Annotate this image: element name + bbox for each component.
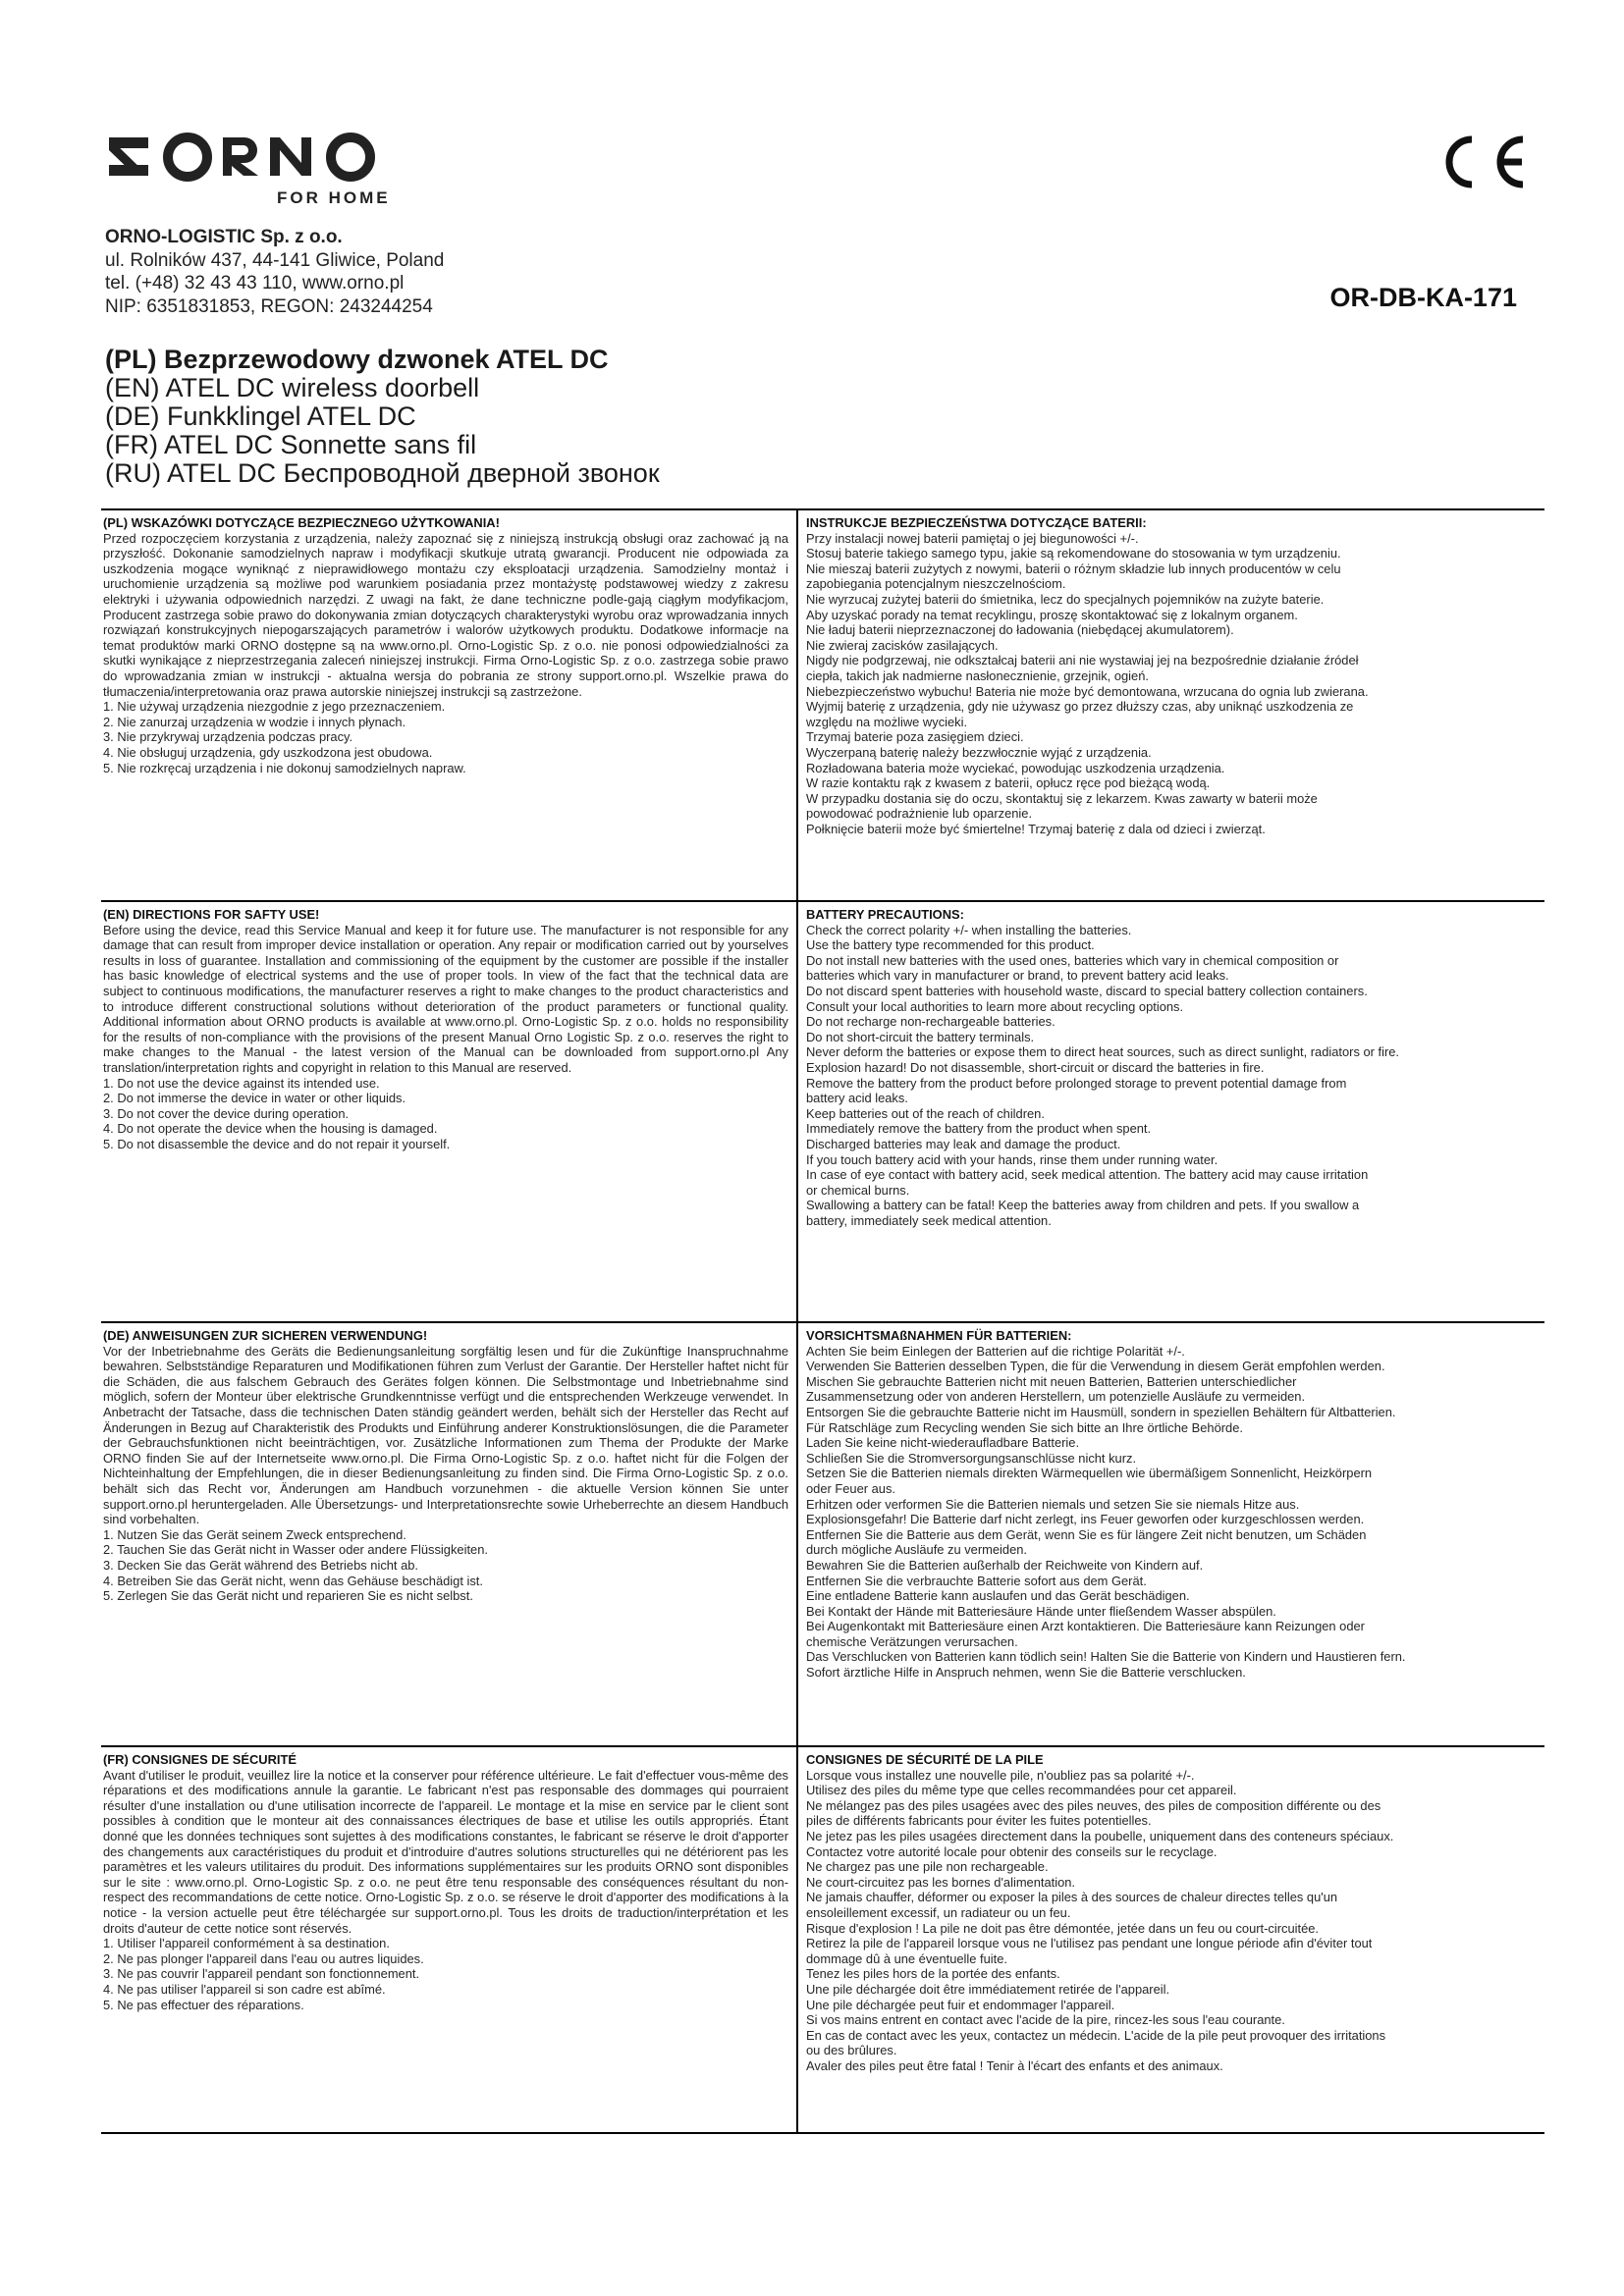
battery-precaution-line: Utilisez des piles du même type que celles recommandées pour cet appareil. [806,1783,1237,1798]
battery-precaution-line: Erhitzen oder verformen Sie die Batterien niemals und setzen Sie sie niemals Hitze aus. [806,1496,1300,1512]
battery-precaution-line: Swallowing a battery can be fatal! Keep the batteries away from children and pets. If you swallow a [806,1198,1360,1213]
model-number: OR-DB-KA-171 [1329,283,1517,312]
section-pl [101,508,1544,900]
battery-precautions-pl [798,510,1544,900]
battery-precaution-line: In case of eye contact with battery acid, seek medical attention. The battery acid may cause irritation [806,1167,1369,1183]
section-divider [101,2132,1544,2134]
battery-precaution-line: Stosuj baterie takiego samego typu, jakie są rekomendowane do stosowania w tym urządzeniu. [806,546,1341,561]
battery-heading: CONSIGNES DE SÉCURITÉ DE LA PILE [806,1752,1044,1767]
title-fr: (FR) ATEL DC Sonnette sans fil [105,430,477,459]
safety-body-text: Vor der Inbetriebnahme des Geräts die Bedienungsanleitung sorgfältig lesen und für die Zukünftige Inanspruchnahme bewahren. Selbstständige Reparaturen und Modifikationen führen zum Verlust der Garantie. Der Hersteller haftet nicht für die Schäden, die aus falschem Gebrauch des Gerätes folgen können. Die Selbstmontage und Inbetriebnahme sind möglich, sofern der Monteur über elektrische Grundkenntnisse verfügt und die entsprechenden Werkzeuge verwendet. In Anbetracht der Tatsache, dass die technischen Daten ständig geändert werden, behält sich der Hersteller das Recht auf Änderungen in Bezug auf Charakteristik des Produkts und Einführung anderer Konstruktionslösungen, die die Parameter der Gebrauchsfunktionen nicht beeinträchtigen, vor. Zusätzliche Informationen zum Thema der Produkte der Marke ORNO finden Sie auf der Internetseite www.orno.pl. Die Firma Orno-Logistic Sp. z o.o. haftet nicht für die Folgen der Nichteinhaltung der Empfehlungen, die in dieser Bedienungsanleitung zu finden sind. Die Firma Orno-Logistic Sp. z o.o. behält sich das Recht vor, Änderungen am Handbuch vorzunehmen - die aktuelle Version können Sie unter support.orno.pl heruntergeladen. Alle Übersetzungs- und Interpretationsrechte sowie Urheberrechte an diesem Handbuch sind vorbehalten. [103,1343,788,1527]
battery-precaution-line: Risque d'explosion ! La pile ne doit pas être démontée, jetée dans un feu ou court-circuitée. [806,1920,1319,1936]
battery-precaution-line: Trzymaj baterie poza zasięgiem dzieci. [806,729,1024,745]
battery-precaution-line: Do not recharge non-rechargeable batteries. [806,1014,1056,1030]
battery-precaution-line: Verwenden Sie Batterien desselben Typen, die für die Verwendung in diesem Gerät empfohlen werden. [806,1359,1385,1374]
battery-precaution-line: Une pile déchargée doit être immédiatement retirée de l'appareil. [806,1981,1170,1997]
battery-precaution-line: If you touch battery acid with your hands, rinse them under running water. [806,1151,1218,1167]
safety-rule-item: 2. Ne pas plonger l'appareil dans l'eau ou autres liquides. [103,1950,424,1966]
safety-rule-item: 1. Utiliser l'appareil conformément à sa destination. [103,1936,390,1951]
battery-precaution-line: Keep batteries out of the reach of children. [806,1105,1045,1121]
battery-precaution-line: Avaler des piles peut être fatal ! Tenir à l'écart des enfants et des animaux. [806,2057,1223,2073]
battery-precaution-line: ou des brûlures. [806,2043,897,2058]
battery-precautions-text [806,1344,1541,1681]
battery-precaution-line: Laden Sie keine nicht-wiederaufladbare Batterie. [806,1435,1080,1451]
battery-precaution-line: piles de différents fabricants pour éviter les fuites potentielles. [806,1813,1152,1829]
battery-precaution-line: Use the battery type recommended for this product. [806,937,1095,953]
safety-heading: (DE) ANWEISUNGEN ZUR SICHEREN VERWENDUNG! [103,1328,428,1343]
battery-precaution-line: Lorsque vous installez une nouvelle pile, n'oubliez pas sa polarité +/-. [806,1767,1195,1783]
battery-precaution-line: Połknięcie baterii może być śmiertelne! Trzymaj baterię z dala od dzieci i zwierząt. [806,821,1266,836]
battery-precaution-line: Bei Kontakt der Hände mit Batteriesäure Hände unter fließendem Wasser abspülen. [806,1603,1276,1619]
battery-precaution-line: ensoleillement excessif, un radiateur ou un feu. [806,1904,1071,1920]
title-de: (DE) Funkklingel ATEL DC [105,401,416,431]
document-header [105,128,1529,339]
section-fr [101,1745,1544,2132]
battery-precaution-line: Rozładowana bateria może wyciekać, powodując uszkodzenia urządzenia. [806,760,1225,775]
battery-precaution-line: ciepła, takich jak nadmierne nasłonecznienie, grzejnik, ogień. [806,667,1149,683]
battery-precaution-line: Retirez la pile de l'appareil lorsque vous ne l'utilisez pas pendant une longue période afin d'éviter tout [806,1936,1373,1951]
battery-precaution-line: Wyczerpaną baterię należy bezzwłocznie wyjąć z urządzenia. [806,744,1152,760]
safety-rule-item: 1. Nie używaj urządzenia niezgodnie z jego przeznaczeniem. [103,699,446,715]
battery-precaution-line: Zusammensetzung oder von anderen Herstellern, um potenzielle Ausläufe zu vermeiden. [806,1389,1306,1405]
battery-precaution-line: Ne mélangez pas des piles usagées avec des piles neuves, des piles de composition différente ou des [806,1797,1381,1813]
safety-rules-list [103,699,788,775]
safety-rule-item: 5. Ne pas effectuer des réparations. [103,1997,304,2012]
battery-precaution-line: powodować podrażnienie lub oparzenie. [806,806,1033,822]
battery-precaution-line: Do not short-circuit the battery terminals. [806,1029,1035,1044]
battery-precaution-line: Discharged batteries may leak and damage the product. [806,1136,1121,1151]
battery-precaution-line: Ne jetez pas les piles usagées directement dans la poubelle, uniquement dans des conteneurs spéciaux. [806,1828,1394,1843]
battery-precaution-line: Bei Augenkontakt mit Batteriesäure einen Arzt kontaktieren. Die Batteriesäure kann Reizungen oder [806,1619,1365,1634]
battery-precaution-line: Check the correct polarity +/- when installing the batteries. [806,922,1132,937]
battery-precaution-line: Ne chargez pas une pile non rechargeable. [806,1859,1049,1875]
safety-rule-item: 2. Do not immerse the device in water or other liquids. [103,1091,406,1106]
battery-precautions-de [798,1323,1544,1745]
safety-rule-item: 4. Nie obsługuj urządzenia, gdy uszkodzona jest obudowa. [103,744,433,760]
battery-precaution-line: Remove the battery from the product before prolonged storage to prevent potential damage from [806,1075,1347,1091]
brand-subtitle: FOR HOME [277,188,391,207]
company-address: ul. Rolników 437, 44-141 Gliwice, Poland [105,249,445,271]
battery-precaution-line: Tenez les piles hors de la portée des enfants. [806,1966,1060,1982]
safety-rule-item: 3. Nie przykrywaj urządzenia podczas pracy. [103,729,353,745]
ce-mark-icon [1431,133,1529,195]
safety-rule-item: 3. Ne pas couvrir l'appareil pendant son fonctionnement. [103,1966,420,1982]
battery-precaution-line: Przy instalacji nowej baterii pamiętaj o jej biegunowości +/-. [806,530,1139,546]
battery-precaution-line: Sofort ärztliche Hilfe in Anspruch nehmen, wenn Sie die Batterie verschlucken. [806,1665,1246,1681]
company-contact: tel. (+48) 32 43 43 110, www.orno.pl [105,273,405,294]
battery-precaution-line: batteries which vary in manufacturer or brand, to prevent battery acid leaks. [806,968,1229,984]
battery-heading: INSTRUKCJE BEZPIECZEŃSTWA DOTYCZĄCE BATERII: [806,515,1147,530]
company-info [105,226,444,318]
battery-precaution-line: Explosionsgefahr! Die Batterie darf nicht zerlegt, ins Feuer geworfen oder kurzgeschlossen werden. [806,1512,1365,1527]
battery-precaution-line: Nie mieszaj baterii zużytych z nowymi, baterii o różnym składzie lub innych producentów w celu [806,561,1341,576]
battery-precaution-line: Entfernen Sie die verbrauchte Batterie sofort aus dem Gerät. [806,1573,1147,1588]
safety-rule-item: 4. Betreiben Sie das Gerät nicht, wenn das Gehäuse beschädigt ist. [103,1573,483,1588]
safety-instructions-en [101,902,798,1321]
battery-precaution-line: W razie kontaktu rąk z kwasem z baterii, opłucz ręce pod bieżącą wodą. [806,775,1211,791]
battery-precaution-line: Nie ładuj baterii nieprzeznaczonej do ładowania (niebędącej akumulatorem). [806,622,1234,638]
battery-precaution-line: Für Ratschläge zum Recycling wenden Sie sich bitte an Ihre örtliche Behörde. [806,1419,1243,1435]
battery-heading: BATTERY PRECAUTIONS: [806,907,964,922]
safety-instructions-de [101,1323,798,1745]
battery-precaution-line: Si vos mains entrent en contact avec l'acide de la pire, rincez-les sous l'eau courante. [806,2012,1285,2028]
battery-precaution-line: durch mögliche Ausläufe zu vermeiden. [806,1542,1027,1558]
safety-rule-item: 4. Do not operate the device when the housing is damaged. [103,1121,438,1137]
battery-precaution-line: Nie zwieraj zacisków zasilających. [806,637,999,653]
title-en: (EN) ATEL DC wireless doorbell [105,373,480,402]
product-titles [105,346,660,488]
safety-rule-item: 3. Decken Sie das Gerät während des Betriebs nicht ab. [103,1557,419,1573]
battery-precaution-line: Aby uzyskać porady na temat recyklingu, proszę skontaktować się z lokalnym organem. [806,607,1298,622]
battery-precautions-text [806,1768,1541,2074]
safety-rule-item: 1. Nutzen Sie das Gerät seinem Zweck entsprechend. [103,1526,406,1542]
safety-heading: (FR) CONSIGNES DE SÉCURITÉ [103,1752,297,1767]
battery-precaution-line: oder Feuer aus. [806,1480,896,1496]
safety-heading: (EN) DIRECTIONS FOR SAFTY USE! [103,907,320,922]
battery-precaution-line: chemische Verätzungen verursachen. [806,1633,1018,1649]
battery-precaution-line: Do not discard spent batteries with household waste, discard to special battery collection containers. [806,983,1368,998]
safety-instructions-pl [101,510,798,900]
safety-rule-item: 2. Nie zanurzaj urządzenia w wodzie i innych płynach. [103,714,406,729]
battery-precaution-line: Contactez votre autorité locale pour obtenir des conseils sur le recyclage. [806,1843,1218,1859]
safety-rules-list [103,1527,788,1604]
company-name: ORNO-LOGISTIC Sp. z o.o. [105,227,343,247]
safety-body-text: Przed rozpoczęciem korzystania z urządzenia, należy zapoznać się z niniejszą instrukcją obsługi oraz zachować ją na przyszłość. Dokonanie samodzielnych napraw i modyfikacji skutkuje utratą gwarancji. Producent nie odpowiada za uszkodzenia mogące wyniknąć z nieprawidłowego montażu czy eksploatacji urządzenia. Samodzielny montaż i uruchomienie urządzenia są możliwe pod warunkiem posiadania przez montażystę podstawowej wiedzy z zakresu elektryki i używania odpowiednich narzędzi. Z uwagi na fakt, że dane techniczne podle-gają ciągłym modyfikacjom, Producent zastrzega sobie prawo do dokonywania zmian dotyczących charakterystyki wyrobu oraz wprowadzania innych rozwiązań konstrukcyjnych niepogarszających parametrów i walorów użytkowych produktu. Dodatkowe informacje na temat produktów marki ORNO dostępne są na www.orno.pl. Orno-Logistic Sp. z o.o. nie ponosi odpowiedzialności za skutki wynikające z nieprzestrzegania zaleceń niniejszej instrukcji. Firma Orno-Logistic Sp. z o.o. zastrzega sobie prawo do wprowadzania zmian w instrukcji - aktualna wersja do pobrania ze strony support.orno.pl. Wszelkie prawa do tłumaczenia/interpretowania oraz prawa autorskie niniejszej instrukcji są zastrzeżone. [103,530,788,699]
safety-rule-item: 5. Zerlegen Sie das Gerät nicht und reparieren Sie es nicht selbst. [103,1588,473,1604]
orno-logo [105,128,400,187]
safety-rule-item: 5. Nie rozkręcaj urządzenia i nie dokonuj samodzielnych napraw. [103,760,466,775]
title-ru: (RU) ATEL DC Беспроводной дверной звонок [105,458,660,488]
section-de [101,1321,1544,1745]
safety-rules-list [103,1076,788,1152]
battery-precaution-line: or chemical burns. [806,1182,910,1198]
battery-precaution-line: Bewahren Sie die Batterien außerhalb der Reichweite von Kindern auf. [806,1557,1204,1573]
battery-precaution-line: Explosion hazard! Do not disassemble, short-circuit or discard the batteries in fire. [806,1059,1265,1075]
battery-precautions-text [806,531,1541,837]
battery-precautions-text [806,923,1541,1229]
battery-precaution-line: Immediately remove the battery from the product when spent. [806,1121,1152,1137]
battery-precaution-line: Nigdy nie podgrzewaj, nie odkształcaj baterii ani nie wystawiaj jej na bezpośrednie działanie źródeł [806,653,1359,668]
safety-rules-list [103,1936,788,2012]
title-pl: (PL) Bezprzewodowy dzwonek ATEL DC [105,345,609,374]
safety-rule-item: 1. Do not use the device against its intended use. [103,1075,380,1091]
battery-precaution-line: Eine entladene Batterie kann auslaufen und das Gerät beschädigen. [806,1588,1190,1604]
safety-rule-item: 3. Do not cover the device during operation. [103,1105,350,1121]
battery-precaution-line: Schließen Sie die Stromversorgungsanschlüsse nicht kurz. [806,1450,1137,1466]
battery-precaution-line: Nie wyrzucaj zużytej baterii do śmietnika, lecz do specjalnych pojemników na zużyte baterie. [806,591,1325,607]
battery-precaution-line: Une pile déchargée peut fuir et endommager l'appareil. [806,1997,1115,2012]
safety-rule-item: 4. Ne pas utiliser l'appareil si son cadre est abîmé. [103,1981,386,1997]
safety-heading: (PL) WSKAZÓWKI DOTYCZĄCE BEZPIECZNEGO UŻYTKOWANIA! [103,515,500,530]
safety-instructions-fr [101,1747,798,2132]
battery-precaution-line: względu na możliwe wycieki. [806,714,968,729]
safety-body-text: Before using the device, read this Service Manual and keep it for future use. The manufacturer is not responsible for any damage that can result from improper device installation or operation. Any repair or modification carried out by yourselves results in loss of guarantee. Installation and commissioning of the equipment by the customer are possible if the installer has basic knowledge of electrical systems and the use of proper tools. In view of the fact that the technical data are subject to continuous modifications, the manufacturer reserves a right to make changes to the product characteristics and to introduce different constructional solutions without deterioration of the product parameters or functional quality. Additional information about ORNO products is available at www.orno.pl. Orno-Logistic Sp. z o.o. holds no responsibility for the results of non-compliance with the provisions of the present Manual Orno Logistic Sp. z o.o. reserves the right to make changes to the Manual - the latest version of the Manual can be downloaded from support.orno.pl Any translation/interpretation rights and copyright in relation to this Manual are reserved. [103,922,788,1075]
battery-precaution-line: Das Verschlucken von Batterien kann tödlich sein! Halten Sie die Batterie von Kindern und Haustieren fern. [806,1649,1406,1665]
battery-precautions-en [798,902,1544,1321]
battery-precaution-line: Entsorgen Sie die gebrauchte Batterie nicht im Hausmüll, sondern in speziellen Behältern für Altbatterien. [806,1404,1396,1419]
battery-precaution-line: dommage dû à une éventuelle fuite. [806,1950,1007,1966]
battery-precaution-line: Do not install new batteries with the used ones, batteries which vary in chemical composition or [806,952,1339,968]
safety-sections [101,508,1544,2134]
battery-precaution-line: Consult your local authorities to learn more about recycling options. [806,998,1184,1014]
battery-precaution-line: battery acid leaks. [806,1091,908,1106]
battery-precaution-line: Never deform the batteries or expose them to direct heat sources, such as direct sunlight, radiators or fire. [806,1044,1399,1060]
battery-precautions-fr [798,1747,1544,2132]
section-en [101,900,1544,1321]
battery-precaution-line: Wyjmij baterię z urządzenia, gdy nie używasz go przez dłuższy czas, aby uniknąć uszkodzenia ze [806,699,1354,715]
battery-precaution-line: zapobiegania potencjalnym nieszczelnościom. [806,576,1066,592]
safety-body-text: Avant d'utiliser le produit, veuillez lire la notice et la conserver pour référence ultérieure. Le fait d'effectuer vous-même des réparations et des modifications annule la garantie. Le fabricant n'est pas responsable des dommages qui pourraient résulter d'une installation ou d'une utilisation incorrecte de l'appareil. Le montage et la mise en service par le client sont possibles à condition que le monteur ait des connaissances électriques de base et utilise les outils appropriés. Étant donné que les données techniques sont sujettes à des modifications constantes, le fabricant se réserve le droit d'apporter des changements aux caractéristiques du produit et d'introduire d'autres solutions structurelles qui ne détériorent pas les paramètres et les valeurs utilitaires du produit. Des informations supplémentaires sur les produits ORNO sont disponibles sur le site : www.orno.pl. Orno-Logistic Sp. z o.o. ne peut être tenu responsable des conséquences résultant du non-respect des recommandations de cette notice. Orno-Logistic Sp. z o.o. se réserve le droit d'apporter des modifications à la notice - la version actuelle peut être téléchargée sur support.orno.pl. Tous les droits de traduction/interprétation et les droits d'auteur de cette notice sont réservés. [103,1767,788,1936]
company-ids: NIP: 6351831853, REGON: 243244254 [105,295,433,317]
battery-precaution-line: Entfernen Sie die Batterie aus dem Gerät, wenn Sie es für längere Zeit nicht benutzen, um Schäden [806,1526,1367,1542]
battery-precaution-line: Niebezpieczeństwo wybuchu! Bateria nie może być demontowana, wrzucana do ognia lub zwierana. [806,683,1369,699]
battery-precaution-line: Ne jamais chauffer, déformer ou exposer la piles à des sources de chaleur directes telles qu'un [806,1890,1338,1905]
battery-precaution-line: Ne court-circuitez pas les bornes d'alimentation. [806,1874,1076,1890]
battery-precaution-line: Achten Sie beim Einlegen der Batterien auf die richtige Polarität +/-. [806,1343,1185,1359]
battery-heading: VORSICHTSMAßNAHMEN FÜR BATTERIEN: [806,1328,1072,1343]
battery-precaution-line: W przypadku dostania się do oczu, skontaktuj się z lekarzem. Kwas zawarty w baterii może [806,790,1318,806]
safety-rule-item: 2. Tauchen Sie das Gerät nicht in Wasser oder andere Flüssigkeiten. [103,1542,488,1558]
battery-precaution-line: Setzen Sie die Batterien niemals direkten Wärmequellen wie übermäßigem Sonnenlicht, Heizkörpern [806,1466,1373,1481]
safety-rule-item: 5. Do not disassemble the device and do not repair it yourself. [103,1136,451,1151]
battery-precaution-line: Mischen Sie gebrauchte Batterien nicht mit neuen Batterien, Batterien unterschiedlicher [806,1373,1297,1389]
battery-precaution-line: battery, immediately seek medical attention. [806,1212,1052,1228]
battery-precaution-line: En cas de contact avec les yeux, contactez un médecin. L'acide de la pile peut provoquer des irritations [806,2027,1386,2043]
